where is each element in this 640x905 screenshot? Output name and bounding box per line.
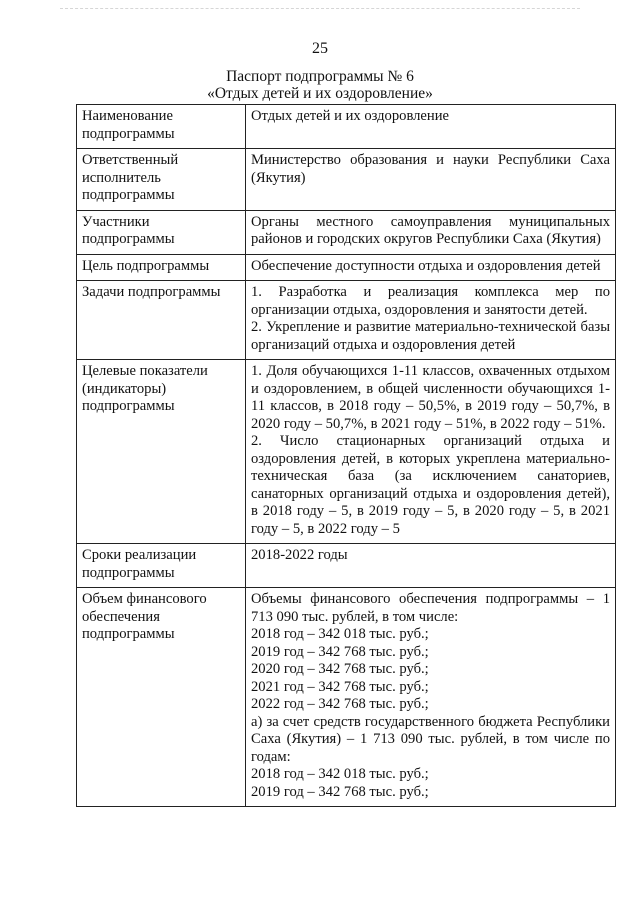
- table-row: [77, 360, 616, 544]
- row-value: [246, 149, 616, 211]
- row-value: [246, 544, 616, 588]
- row-value: [246, 105, 616, 149]
- value-paragraph: 2018 год – 342 018 тыс. руб.;: [251, 626, 429, 642]
- value-paragraph: Отдых детей и их оздоровление: [251, 108, 449, 124]
- scan-artifact: [60, 8, 580, 13]
- value-paragraph: 2018-2022 годы: [251, 547, 348, 563]
- value-paragraph: 2020 год – 342 768 тыс. руб.;: [251, 661, 429, 677]
- value-paragraph: 2. Укрепление и развитие материально-технической базы организаций отдыха и оздоровления детей: [251, 319, 610, 353]
- value-paragraph: Министерство образования и науки Республики Саха (Якутия): [251, 152, 610, 186]
- value-paragraph: 1. Разработка и реализация комплекса мер по организации отдыха, оздоровления и занятости детей.: [251, 284, 610, 318]
- value-paragraph: Объемы финансового обеспечения подпрограммы – 1 713 090 тыс. рублей, в том числе:: [251, 591, 610, 625]
- value-paragraph: Обеспечение доступности отдыха и оздоровления детей: [251, 257, 601, 274]
- value-paragraph: 2019 год – 342 768 тыс. руб.;: [251, 643, 429, 660]
- row-label: Задачи подпрограммы: [77, 281, 246, 360]
- table-row: [77, 544, 616, 588]
- row-label: Наименование подпрограммы: [77, 105, 246, 149]
- table-row: [77, 149, 616, 211]
- table-row: [77, 588, 616, 807]
- row-value: [246, 254, 616, 281]
- value-paragraph: 2018 год – 342 018 тыс. руб.;: [251, 766, 429, 782]
- title-line-1: Паспорт подпрограммы № 6: [226, 68, 414, 85]
- passport-table-body: [77, 105, 616, 807]
- row-value: [246, 210, 616, 254]
- row-label: Ответственный исполнитель подпрограммы: [77, 149, 246, 211]
- value-paragraph: 2021 год – 342 768 тыс. руб.;: [251, 678, 429, 695]
- value-paragraph: 2022 год – 342 768 тыс. руб.;: [251, 696, 429, 712]
- passport-table: [76, 104, 616, 807]
- table-row: [77, 281, 616, 360]
- value-paragraph: 2. Число стационарных организаций отдыха и оздоровления детей, в которых укреплена материально-техническая база (за исключением санаториев, санаторных организаций отдыха и оздоровления детей), в 2018 году – 5, в 2019 году – 5, в 2020 году – 5, в 2021 году – 5, в 2022 году – 5: [251, 433, 610, 537]
- table-row: [77, 254, 616, 281]
- value-paragraph: 2019 год – 342 768 тыс. руб.;: [251, 783, 429, 800]
- row-label: Цель подпрограммы: [77, 254, 246, 281]
- value-paragraph: Органы местного самоуправления муниципальных районов и городских округов Республики Саха (Якутия): [251, 213, 610, 247]
- row-label: Объем финансового обеспечения подпрограммы: [77, 588, 246, 807]
- row-label: Участники подпрограммы: [77, 210, 246, 254]
- row-label: Целевые показатели (индикаторы) подпрограммы: [77, 360, 246, 544]
- row-value: [246, 588, 616, 807]
- value-paragraph: 1. Доля обучающихся 1-11 классов, охваченных отдыхом и оздоровлением, в общей численности обучающихся 1-11 классов, в 2018 году – 50,5%, в 2019 году – 50,7%, в 2020 году – 50,7%, в 2021 году – 51%, в 2022 году – 51%.: [251, 363, 610, 432]
- value-paragraph: а) за счет средств государственного бюджета Республики Саха (Якутия) – 1 713 090 тыс. рублей, в том числе по годам:: [251, 713, 610, 765]
- row-label: Сроки реализации подпрограммы: [77, 544, 246, 588]
- row-value: [246, 360, 616, 544]
- table-row: [77, 210, 616, 254]
- row-value: [246, 281, 616, 360]
- page-number: 25: [312, 40, 328, 57]
- document-title: [0, 68, 640, 102]
- title-line-2: «Отдых детей и их оздоровление»: [207, 85, 433, 102]
- table-row: [77, 105, 616, 149]
